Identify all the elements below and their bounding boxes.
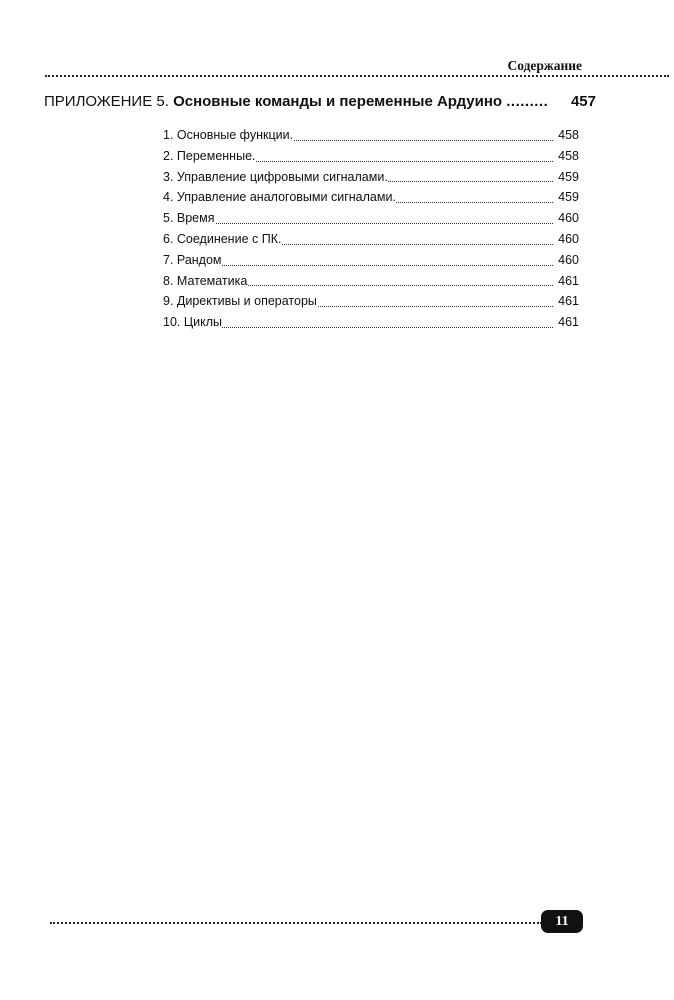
toc-entry-label: 2. Переменные. (163, 148, 256, 163)
header-dotted-rule (45, 75, 669, 77)
toc-entry-label: 3. Управление цифровыми сигналами. (163, 169, 388, 184)
toc-entry-label: 10. Циклы (163, 315, 222, 330)
toc-entry-label: 9. Директивы и операторы (163, 294, 317, 309)
toc-entry (163, 312, 579, 333)
toc-leader (163, 223, 553, 224)
appendix-prefix: ПРИЛОЖЕНИЕ 5. (44, 93, 169, 110)
toc-entry (163, 167, 579, 188)
toc-entry-page: 460 (558, 250, 579, 271)
page-number-badge: 11 (541, 910, 583, 933)
running-header: Содержание (507, 58, 582, 73)
toc-list (163, 125, 579, 333)
toc-entry-page: 461 (558, 291, 579, 312)
toc-entry-page: 458 (558, 125, 579, 146)
toc-entry-label: 4. Управление аналоговыми сигналами. (163, 190, 396, 205)
toc-entry (163, 146, 579, 167)
toc-entry-label: 5. Время (163, 211, 215, 226)
toc-entry-label: 8. Математика (163, 273, 248, 288)
toc-entry-page: 460 (558, 208, 579, 229)
appendix-leader: ......... (506, 93, 549, 110)
appendix-heading (44, 93, 604, 110)
toc-entry-page: 461 (558, 271, 579, 292)
toc-entry (163, 291, 579, 312)
toc-entry-page: 459 (558, 167, 579, 188)
appendix-page-number: 457 (570, 93, 596, 110)
toc-entry (163, 250, 579, 271)
appendix-title: Основные команды и переменные Ардуино (173, 93, 503, 110)
footer-dotted-rule (50, 922, 542, 924)
toc-entry (163, 271, 579, 292)
toc-entry-page: 460 (558, 229, 579, 250)
toc-entry (163, 125, 579, 146)
toc-entry-page: 458 (558, 146, 579, 167)
toc-entry (163, 187, 579, 208)
toc-entry-page: 461 (558, 312, 579, 333)
toc-entry-page: 459 (558, 187, 579, 208)
toc-entry-label: 1. Основные функции. (163, 128, 294, 142)
toc-entry-label: 7. Рандом (163, 252, 222, 267)
toc-entry (163, 229, 579, 250)
toc-entry-label: 6. Соединение с ПК. (163, 231, 282, 246)
toc-entry (163, 208, 579, 229)
